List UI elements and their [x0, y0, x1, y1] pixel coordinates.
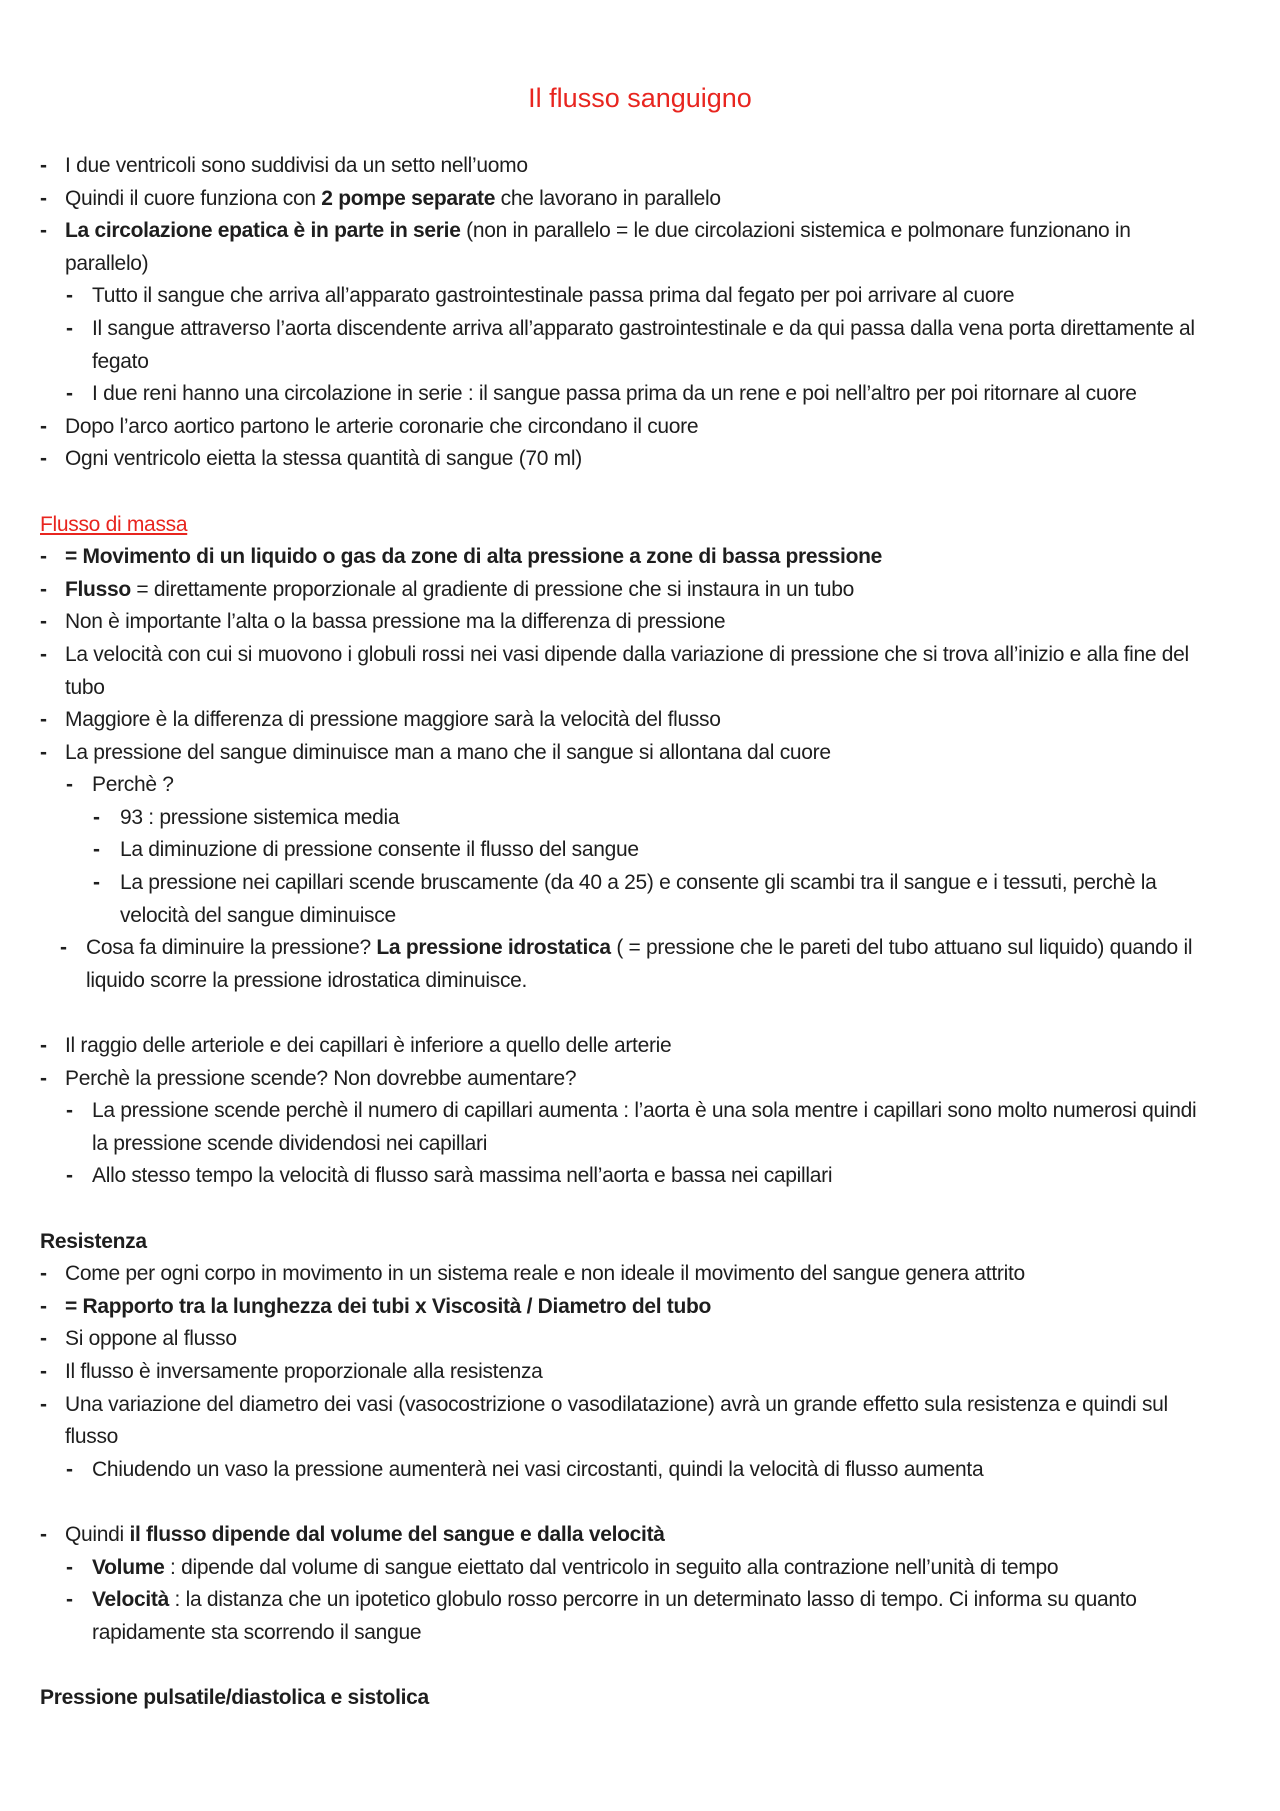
text-run: Quindi: [65, 1522, 130, 1546]
list-item-text: [65, 1323, 1215, 1356]
list-item: [0, 1258, 1280, 1291]
bold-text: La pressione idrostatica: [376, 936, 611, 960]
bullet-dash-icon: -: [40, 610, 47, 634]
bullet-dash-icon: -: [40, 1034, 47, 1058]
blank-line: [0, 1193, 1280, 1226]
list-item-text: [65, 1063, 1215, 1096]
text-run: Quindi il cuore funziona con: [65, 186, 322, 210]
list-item-text: [65, 1258, 1215, 1291]
list-item-text: [92, 378, 1212, 411]
bold-text: Velocità: [92, 1588, 169, 1612]
blank-line: [0, 1649, 1280, 1682]
list-item-text: [65, 443, 1215, 476]
text-run: Come per ogni corpo in movimento in un sistema reale e non ideale il movimento del sangue genera attrito: [65, 1262, 1025, 1286]
bullet-dash-icon: -: [40, 1262, 47, 1286]
list-item: [0, 1454, 1280, 1487]
bold-text: 2 pompe separate: [321, 186, 496, 210]
bullet-dash-icon: -: [40, 154, 47, 177]
bullet-dash-icon: -: [40, 708, 47, 732]
list-item: [0, 1584, 1280, 1649]
bullet-dash-icon: -: [66, 1588, 73, 1612]
list-item-text: [92, 280, 1212, 313]
bullet-dash-icon: -: [40, 577, 47, 601]
text-run: Il flusso è inversamente proporzionale alla resistenza: [65, 1359, 543, 1383]
list-item: [0, 378, 1280, 411]
text-run: Maggiore è la differenza di pressione maggiore sarà la velocità del flusso: [65, 708, 721, 732]
list-item: [0, 215, 1280, 280]
bullet-dash-icon: -: [40, 740, 47, 764]
bold-text: il flusso dipende dal volume del sangue e dalla velocità: [129, 1522, 665, 1546]
bold-text: Volume: [92, 1555, 165, 1579]
text-run: : la distanza che un ipotetico globulo rosso percorre in un determinato lasso di tempo. Ci informa su quanto rapidamente sta scorrendo il sangue: [92, 1588, 1137, 1644]
text-run: La diminuzione di pressione consente il flusso del sangue: [120, 838, 639, 862]
bold-text: = Rapporto tra la lunghezza dei tubi x Viscosità / Diametro del tubo: [65, 1294, 712, 1318]
list-item: [0, 867, 1280, 932]
text-run: : dipende dal volume di sangue eiettato dal ventricolo in seguito alla contrazione nell’unità di tempo: [164, 1555, 1059, 1579]
section-heading: [0, 1226, 1280, 1259]
text-run: Si oppone al flusso: [65, 1327, 237, 1351]
text-run: (non in parallelo = le due circolazioni sistemica e polmonare funzionano in parallelo): [65, 219, 1131, 275]
list-item-text: [65, 541, 1215, 574]
list-item-text: [65, 150, 1215, 183]
section-heading-text: Resistenza: [40, 1229, 147, 1253]
blank-line: [0, 476, 1280, 509]
list-item: [0, 834, 1280, 867]
bullet-dash-icon: -: [93, 838, 100, 862]
section-heading-text: Pressione pulsatile/diastolica e sistolica: [40, 1685, 429, 1709]
bullet-dash-icon: -: [40, 1327, 47, 1351]
bullet-dash-icon: -: [66, 1555, 73, 1579]
list-item: [0, 1552, 1280, 1585]
document-body: [0, 150, 1280, 1715]
list-item-text: [65, 1291, 1215, 1324]
text-run: Ogni ventricolo eietta la stessa quantità di sangue (70 ml): [65, 447, 582, 471]
list-item: [0, 1291, 1280, 1324]
blank-line: [0, 997, 1280, 1030]
text-run: I due reni hanno una circolazione in serie : il sangue passa prima da un rene e poi nell’altro per poi ritornare al cuore: [92, 382, 1137, 406]
list-item-text: [92, 1584, 1212, 1649]
blank-line: [0, 1486, 1280, 1519]
list-item: [0, 639, 1280, 704]
list-item-text: [92, 1454, 1212, 1487]
list-item: [0, 932, 1280, 997]
bullet-dash-icon: -: [40, 1294, 47, 1318]
list-item: [0, 1389, 1280, 1454]
list-item: [0, 541, 1280, 574]
bullet-dash-icon: -: [40, 1359, 47, 1383]
bullet-dash-icon: -: [40, 447, 47, 471]
text-run: che lavorano in parallelo: [495, 186, 721, 210]
text-run: La pressione nei capillari scende bruscamente (da 40 a 25) e consente gli scambi tra il sangue e i tessuti, perchè la velocità del sangue diminuisce: [120, 871, 1157, 927]
bold-text: Flusso: [65, 577, 131, 601]
list-item: [0, 737, 1280, 770]
list-item-text: [65, 639, 1215, 704]
bullet-dash-icon: -: [66, 382, 73, 406]
bullet-dash-icon: -: [66, 1099, 73, 1123]
list-item: [0, 411, 1280, 444]
list-item: [0, 606, 1280, 639]
text-run: La velocità con cui si muovono i globuli rossi nei vasi dipende dalla variazione di pressione che si trova all’inizio e alla fine del tubo: [65, 642, 1189, 699]
list-item: [0, 443, 1280, 476]
list-item: [0, 1323, 1280, 1356]
list-item-text: [92, 769, 1212, 802]
section-heading: [0, 509, 1280, 542]
bullet-dash-icon: -: [66, 1164, 73, 1188]
page-title: Il flusso sanguigno: [528, 83, 752, 113]
list-item: [0, 150, 1280, 183]
bullet-dash-icon: -: [93, 871, 100, 895]
bold-text: = Movimento di un liquido o gas da zone di alta pressione a zone di bassa pressione: [65, 545, 883, 569]
list-item: [0, 704, 1280, 737]
list-item: [0, 1063, 1280, 1096]
bullet-dash-icon: -: [40, 1392, 47, 1416]
bullet-dash-icon: -: [40, 1522, 47, 1546]
list-item: [0, 769, 1280, 802]
text-run: Non è importante l’alta o la bassa pressione ma la differenza di pressione: [65, 610, 726, 634]
text-run: Il raggio delle arteriole e dei capillari è inferiore a quello delle arterie: [65, 1034, 672, 1058]
list-item: [0, 313, 1280, 378]
list-item: [0, 1095, 1280, 1160]
list-item: [0, 1519, 1280, 1552]
text-run: Perchè la pressione scende? Non dovrebbe aumentare?: [65, 1066, 577, 1090]
list-item-text: [86, 932, 1216, 997]
list-item-text: [65, 574, 1215, 607]
list-item: [0, 1160, 1280, 1193]
list-item-text: [65, 215, 1215, 280]
list-item-text: [92, 1552, 1212, 1585]
bullet-dash-icon: -: [40, 642, 47, 666]
bullet-dash-icon: -: [60, 936, 67, 960]
list-item-text: [65, 411, 1215, 444]
list-item: [0, 280, 1280, 313]
list-item: [0, 1356, 1280, 1389]
section-heading: [0, 1682, 1280, 1715]
list-item-text: [92, 313, 1212, 378]
bullet-dash-icon: -: [66, 316, 73, 340]
text-run: Dopo l’arco aortico partono le arterie coronarie che circondano il cuore: [65, 414, 699, 438]
text-run: I due ventricoli sono suddivisi da un setto nell’uomo: [65, 154, 528, 177]
list-item-text: [65, 1030, 1215, 1063]
list-item: [0, 802, 1280, 835]
bullet-dash-icon: -: [40, 414, 47, 438]
section-heading-text: Flusso di massa: [40, 512, 188, 536]
list-item-text: [65, 1519, 1215, 1552]
text-run: La pressione del sangue diminuisce man a mano che il sangue si allontana dal cuore: [65, 740, 831, 764]
list-item-text: [65, 1389, 1215, 1454]
list-item-text: [120, 802, 1160, 835]
list-item-text: [65, 606, 1215, 639]
list-item-text: [92, 1160, 1212, 1193]
list-item-text: [65, 737, 1215, 770]
list-item: [0, 183, 1280, 216]
text-run: ( = pressione che le pareti del tubo attuano sul liquido) quando il liquido scorre la pressione idrostatica diminuisce.: [86, 936, 1193, 992]
text-run: Allo stesso tempo la velocità di flusso sarà massima nell’aorta e bassa nei capillari: [92, 1164, 833, 1188]
list-item-text: [120, 867, 1160, 932]
bullet-dash-icon: -: [93, 805, 100, 829]
text-run: Tutto il sangue che arriva all’apparato gastrointestinale passa prima dal fegato per poi arrivare al cuore: [92, 284, 1015, 308]
text-run: Il sangue attraverso l’aorta discendente arriva all’apparato gastrointestinale e da qui passa dalla vena porta direttamente al fegato: [92, 316, 1195, 373]
list-item-text: [92, 1095, 1212, 1160]
bullet-dash-icon: -: [66, 1457, 73, 1481]
bullet-dash-icon: -: [40, 545, 47, 569]
bold-text: La circolazione epatica è in parte in serie: [65, 219, 461, 243]
bullet-dash-icon: -: [66, 284, 73, 308]
list-item-text: [65, 1356, 1215, 1389]
list-item-text: [65, 704, 1215, 737]
text-run: Una variazione del diametro dei vasi (vasocostrizione o vasodilatazione) avrà un grande effetto sula resistenza e quindi sul flusso: [65, 1392, 1168, 1449]
list-item: [0, 1030, 1280, 1063]
list-item: [0, 574, 1280, 607]
text-run: Cosa fa diminuire la pressione?: [86, 936, 377, 960]
text-run: 93 : pressione sistemica media: [120, 805, 400, 829]
list-item-text: [120, 834, 1160, 867]
list-item-text: [65, 183, 1215, 216]
bullet-dash-icon: -: [40, 219, 47, 243]
bullet-dash-icon: -: [40, 186, 47, 210]
bullet-dash-icon: -: [66, 773, 73, 797]
bullet-dash-icon: -: [40, 1066, 47, 1090]
text-run: Chiudendo un vaso la pressione aumenterà nei vasi circostanti, quindi la velocità di flusso aumenta: [92, 1457, 984, 1481]
text-run: Perchè ?: [92, 773, 174, 797]
text-run: La pressione scende perchè il numero di capillari aumenta : l’aorta è una sola mentre i capillari sono molto numerosi quindi la pressione scende dividendosi nei capillari: [92, 1099, 1197, 1155]
text-run: = direttamente proporzionale al gradiente di pressione che si instaura in un tubo: [130, 577, 855, 601]
